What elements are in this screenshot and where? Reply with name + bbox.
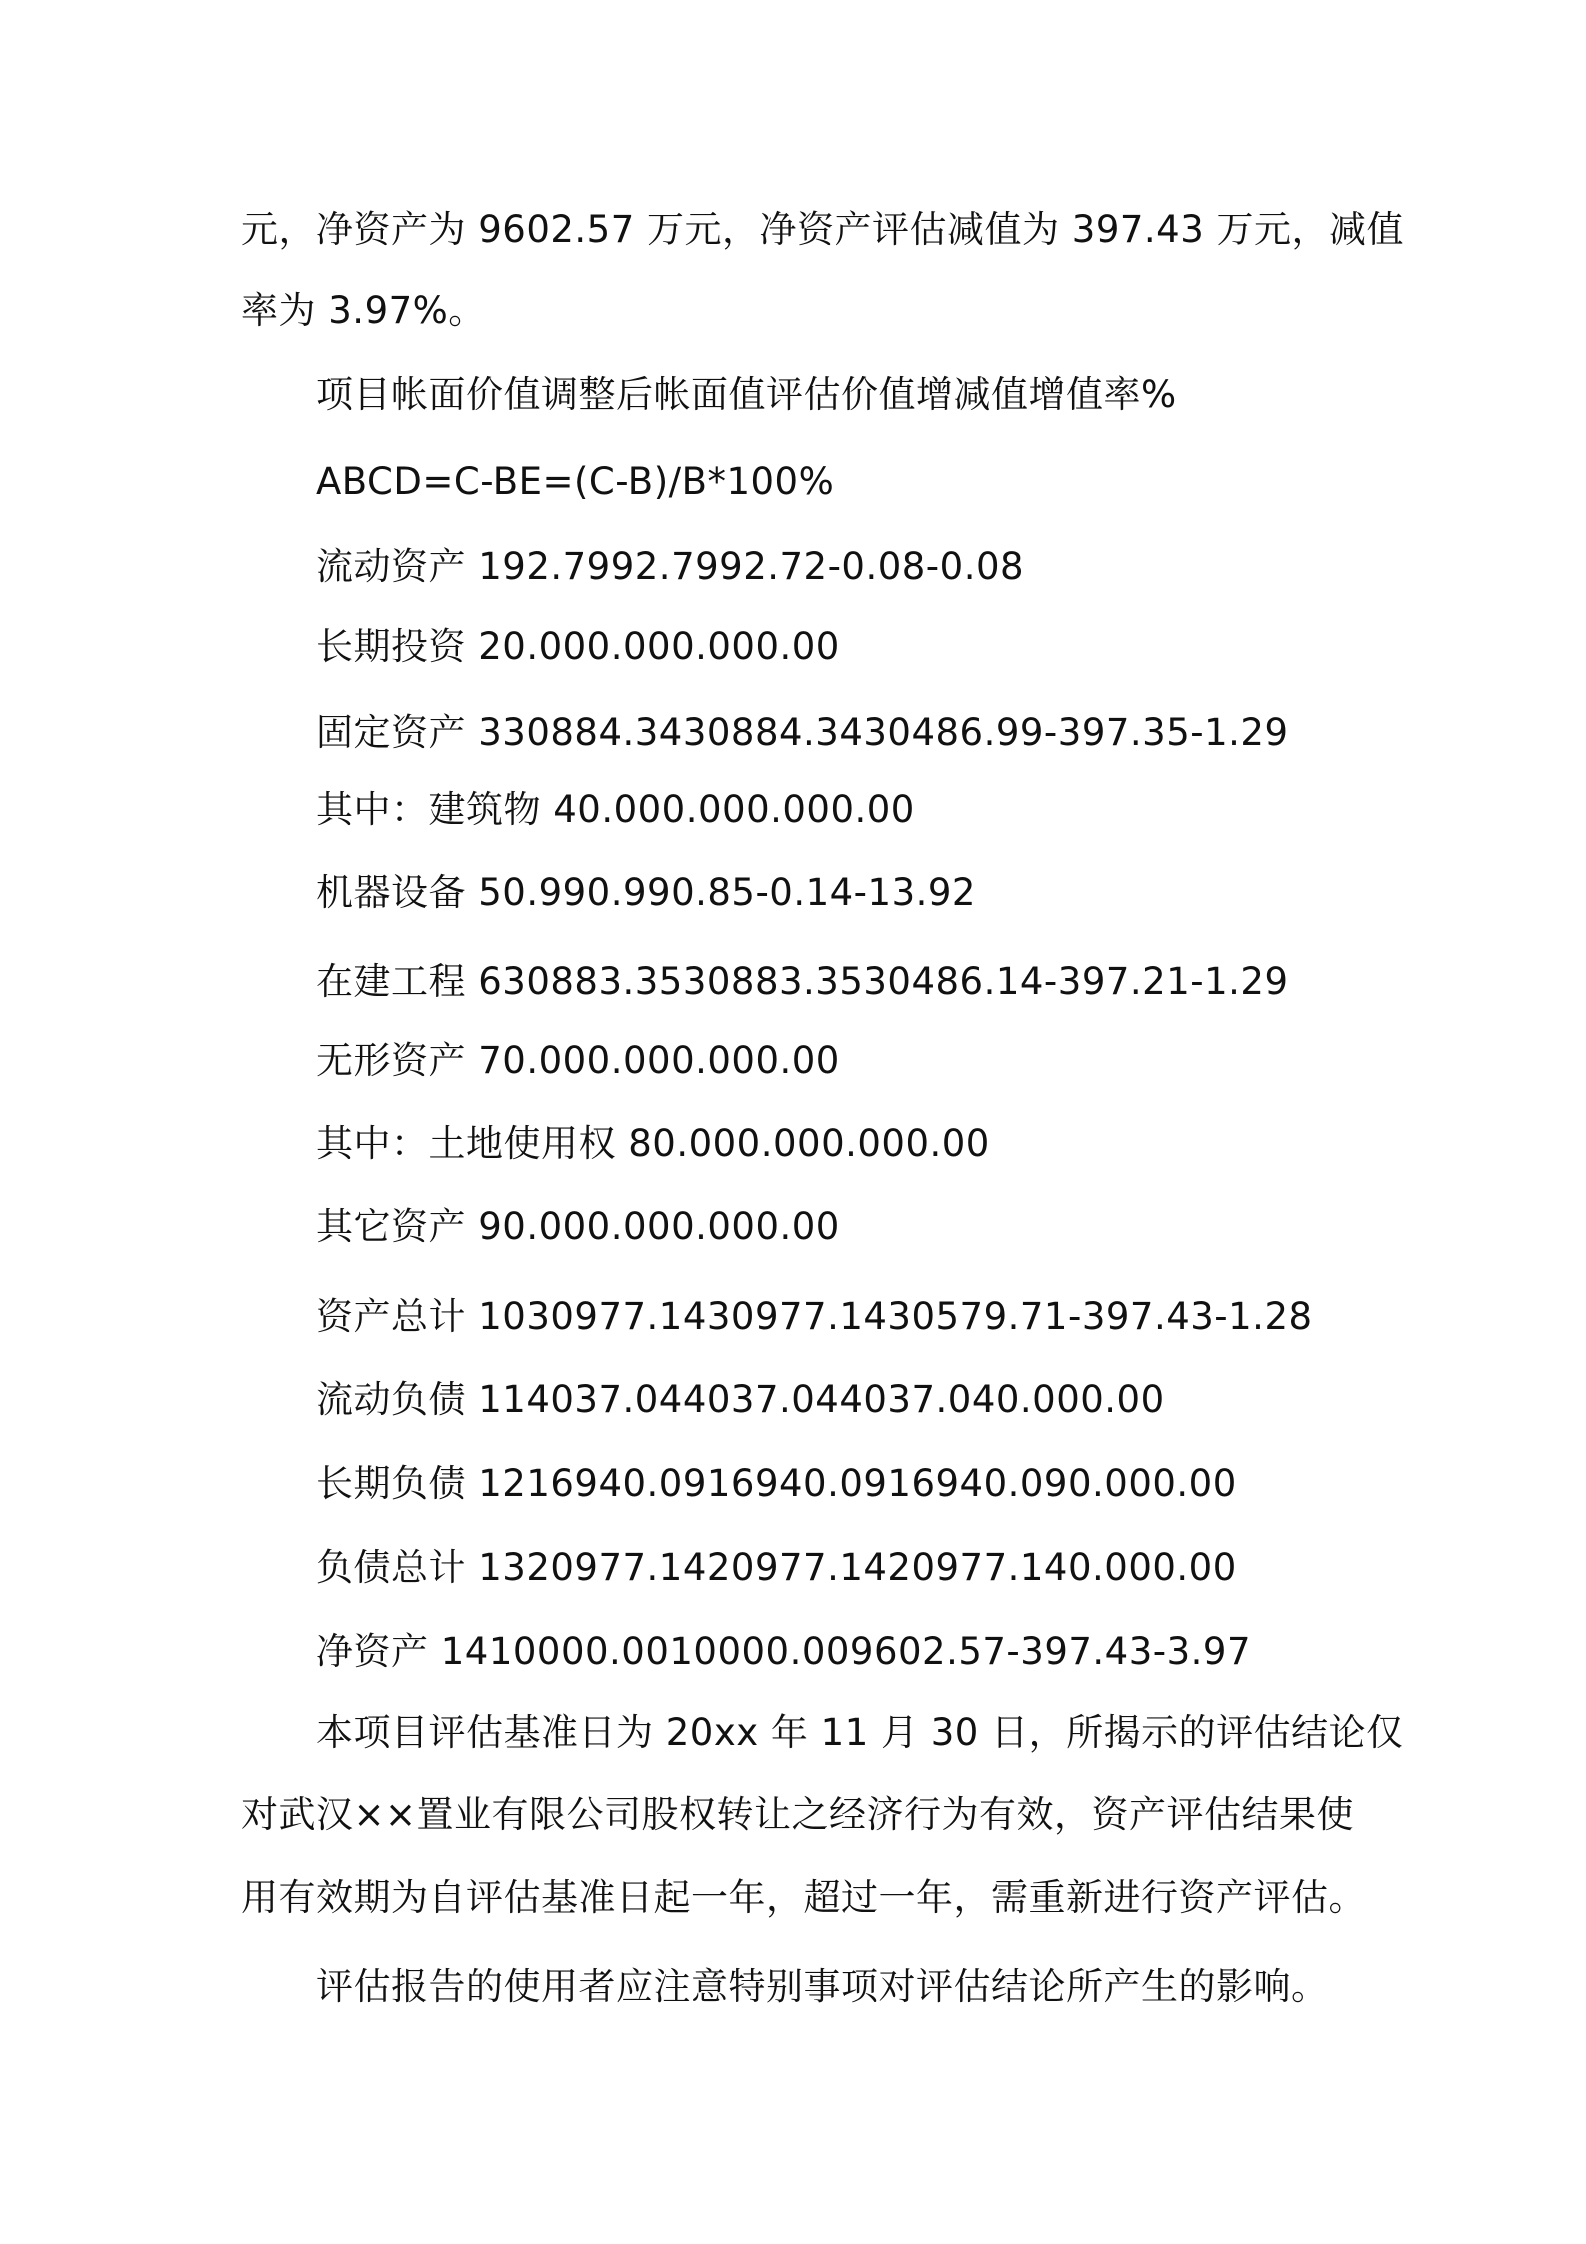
table-row-current-liabilities: 流动负债 114037.044037.044037.040.000.00 bbox=[316, 1378, 1165, 1421]
table-row-long-term-liabilities: 长期负债 1216940.0916940.0916940.090.000.00 bbox=[316, 1462, 1237, 1505]
table-row-land-use-right: 其中：土地使用权 80.000.000.000.00 bbox=[316, 1122, 990, 1165]
table-row-buildings: 其中：建筑物 40.000.000.000.00 bbox=[316, 788, 915, 831]
table-row-current-assets: 流动资产 192.7992.7992.72-0.08-0.08 bbox=[316, 545, 1025, 588]
table-row-other-assets: 其它资产 90.000.000.000.00 bbox=[316, 1205, 840, 1248]
table-row-total-assets: 资产总计 1030977.1430977.1430579.71-397.43-1.28 bbox=[316, 1295, 1313, 1338]
table-header-line: 项目帐面价值调整后帐面值评估价值增减值增值率% bbox=[316, 373, 1177, 416]
table-row-long-term-investment: 长期投资 20.000.000.000.00 bbox=[316, 625, 840, 668]
intro-line-2: 率为 3.97%。 bbox=[241, 289, 486, 332]
table-row-construction: 在建工程 630883.3530883.3530486.14-397.21-1.29 bbox=[316, 960, 1289, 1003]
table-row-total-liabilities: 负债总计 1320977.1420977.1420977.140.000.00 bbox=[316, 1546, 1237, 1589]
closing-line-2: 对武汉××置业有限公司股权转让之经济行为有效，资产评估结果使 bbox=[241, 1793, 1355, 1836]
table-row-net-assets: 净资产 1410000.0010000.009602.57-397.43-3.97 bbox=[316, 1630, 1251, 1673]
closing-line-1: 本项目评估基准日为 20xx 年 11 月 30 日，所揭示的评估结论仅 bbox=[316, 1711, 1404, 1754]
final-note-line: 评估报告的使用者应注意特别事项对评估结论所产生的影响。 bbox=[316, 1965, 1329, 2008]
table-row-machinery: 机器设备 50.990.990.85-0.14-13.92 bbox=[316, 871, 976, 914]
intro-line-1: 元，净资产为 9602.57 万元，净资产评估减值为 397.43 万元，减值 bbox=[241, 208, 1405, 251]
table-row-intangible-assets: 无形资产 70.000.000.000.00 bbox=[316, 1039, 840, 1082]
table-row-fixed-assets: 固定资产 330884.3430884.3430486.99-397.35-1.29 bbox=[316, 711, 1289, 754]
table-formula-line: ABCD=C-BE=(C-B)/B*100% bbox=[316, 460, 835, 503]
closing-line-3: 用有效期为自评估基准日起一年，超过一年，需重新进行资产评估。 bbox=[241, 1876, 1366, 1919]
